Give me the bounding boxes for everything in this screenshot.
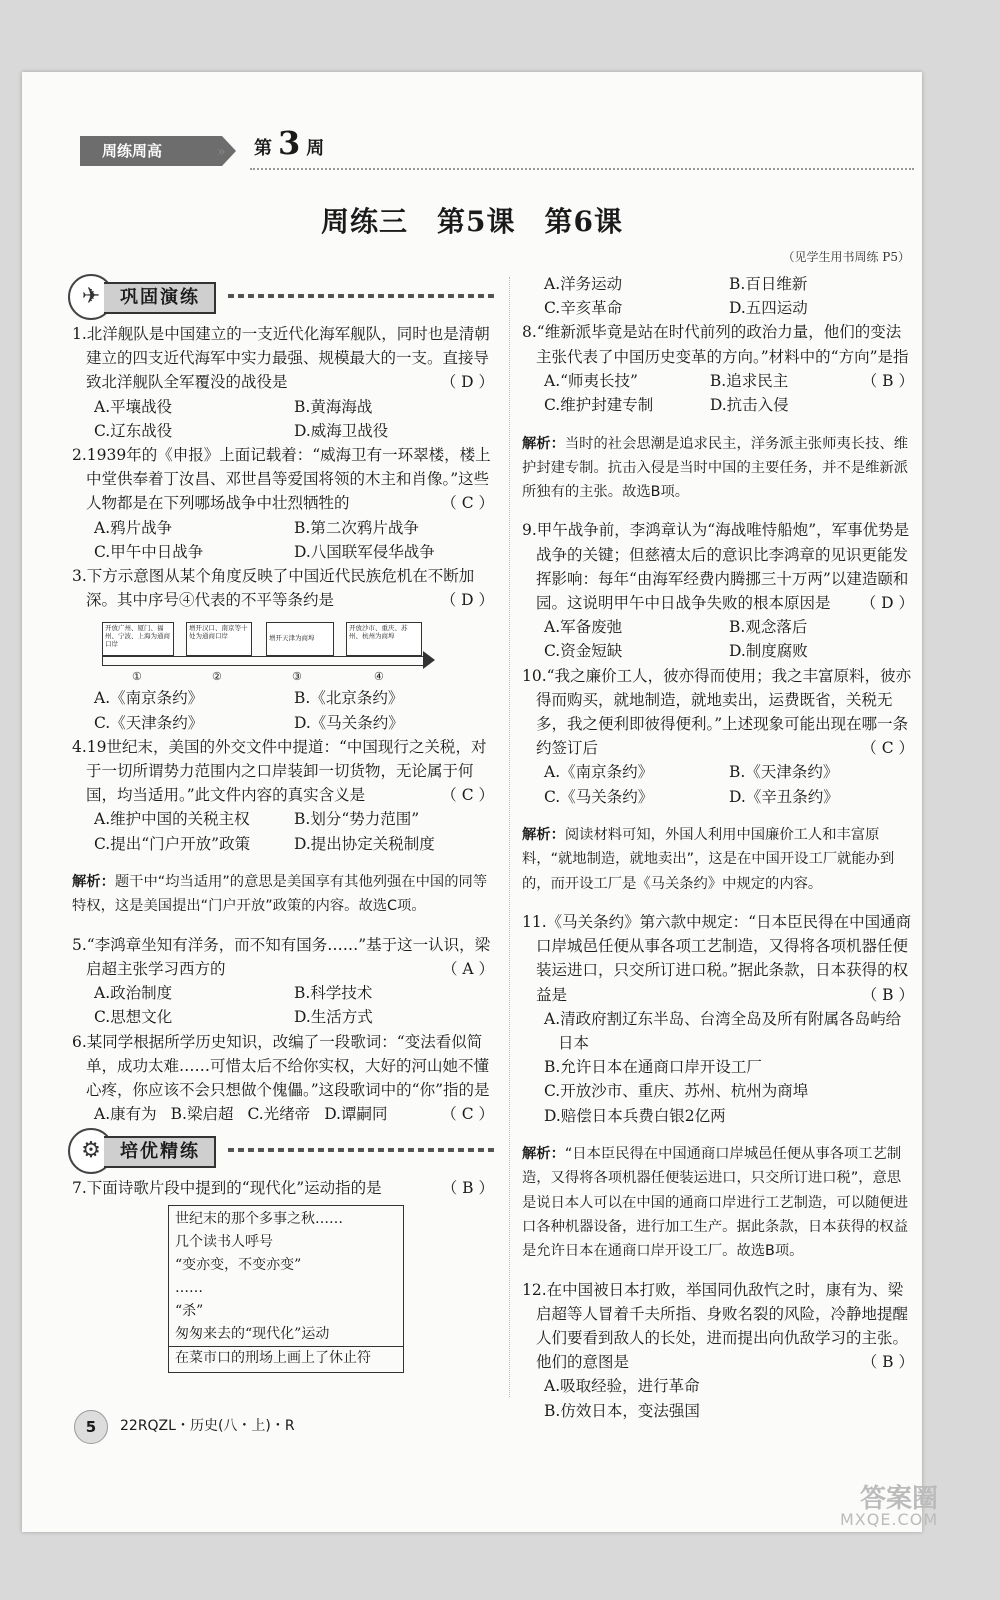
option: C.提出“门户开放”政策 (94, 834, 251, 853)
header-tab: 周练周高 (80, 136, 222, 166)
poem-box: 世纪末的那个多事之秋…… 几个读书人呼号 “变亦变，不变亦变” …… “杀” 匆匆来去的“现代化”运动 在菜市口的刑场上画上了休止符 (168, 1205, 404, 1373)
page-number: 5 (74, 1410, 108, 1444)
option: B.《北京条约》 (294, 689, 404, 708)
answer: （ D ） (440, 373, 494, 392)
explanation: 解析：题干中“均当适用”的意思是美国享有其他列强在中国的同等特权，这是美国提出“门户开放”政策的内容。故选C项。 (72, 874, 488, 915)
footer-code: 22RQZL・历史(八・上)・R (120, 1418, 295, 1434)
option: C.辽东战役 (94, 421, 173, 440)
answer: （ D ） (440, 591, 494, 610)
question-11: 11.《马关条约》第六款中规定：“日本臣民得在中国通商口岸城邑任便从事各项工艺制造，又得将各项机器任便装运进口，只交所订进口税。”据此条款，日本获得的权益是 （ B ） A.清政府割辽东半岛、台湾全岛及所有附属各岛屿给日本 B.允许日本在通商口岸开设工厂 C.开放沙市、重庆、苏州、杭州为商埠 D.赔偿日本兵费白银2亿两 解析：“日本臣民得在中国通商口岸城邑任便从事各项工艺制造，又得将各项机器任便装运进口，只交所订进口税”，意思是说日本人可以在中国的通商口岸进行工艺制造，可以随便进口各种机器设备，进行加工生产。据此条款，日本获得的权益是允许日本在通商口岸开设工厂。故选B项。 (522, 910, 914, 1263)
option: B.梁启超 (170, 1105, 234, 1124)
option: D.《辛丑条约》 (729, 787, 839, 806)
document-page (22, 72, 922, 1532)
option: A.《南京条约》 (544, 763, 654, 782)
answer: （ D ） (860, 594, 914, 613)
answer: （ C ） (441, 494, 494, 513)
option: D.《马关条约》 (294, 713, 404, 732)
option: A.平壤战役 (94, 397, 173, 416)
explanation: 解析：阅读材料可知，外国人利用中国廉价工人和丰富原料，“就地制造，就地卖出”，这是在中国开设工厂就能办到的，而开设工厂是《马关条约》中规定的内容。 (522, 827, 895, 892)
option: D.制度腐败 (729, 642, 808, 661)
answer: （ B ） (441, 1179, 494, 1198)
option: B.科学技术 (294, 984, 373, 1003)
option: D.生活方式 (294, 1008, 373, 1027)
option: A.《南京条约》 (94, 689, 204, 708)
week-label: 第 3 周 (254, 124, 325, 162)
option: D.提出协定关税制度 (294, 834, 435, 853)
option: C.辛亥革命 (544, 299, 623, 318)
option: B.观念落后 (729, 618, 808, 637)
answer: （ C ） (861, 739, 914, 758)
reference-note: （见学生用书周练 P5） (782, 250, 910, 264)
section-consolidate: ✈ 巩固演练 (68, 274, 494, 318)
option: D.五四运动 (729, 299, 808, 318)
answer: （ B ） (861, 985, 914, 1004)
right-column (522, 272, 914, 1423)
answer: （ B ） (861, 1353, 914, 1372)
left-column (72, 272, 494, 1377)
question-2: 2.1939年的《申报》上面记载着：“威海卫有一环翠楼，楼上中堂供奉着丁汝昌、邓世昌等爱国将领的木主和肖像。”这些人物都是在下列哪场战争中壮烈牺牲的 （ C ） A.鸦片战争 B.第二次鸦片战争 C.甲午中日战争 D.八国联军侵华战争 (72, 443, 494, 564)
option: B.划分“势力范围” (294, 810, 420, 829)
option: C.光绪帝 (247, 1105, 311, 1124)
question-1: 1.北洋舰队是中国建立的一支近代化海军舰队，同时也是清朝建立的四支近代海军中实力最强、规模最大的一支。直接导致北洋舰队全军覆没的战役是 （ D ） A.平壤战役 B.黄海海战 C.辽东战役 D.威海卫战役 (72, 322, 494, 443)
question-6: 6.某同学根据所学历史知识，改编了一段歌词：“变法看似简单，成功太难……可惜太后不给你实权，大好的河山她不懂心疼，你应该不会只想做个傀儡。”这段歌词中的“你”指的是 （ C ） A.康有为 B.梁启超 C.光绪帝 D.谭嗣同 (72, 1030, 494, 1127)
option: C.甲午中日战争 (94, 542, 204, 561)
option: C.维护封建专制 (544, 396, 654, 415)
column-divider (509, 277, 510, 1397)
answer: （ B ） (861, 371, 914, 390)
option: B.仿效日本，变法强国 (544, 1401, 700, 1420)
option: A.“师夷长技” (544, 371, 638, 390)
option: B.追求民主 (709, 371, 789, 390)
gear-icon: ⚙ (68, 1128, 114, 1174)
option: D.赔偿日本兵费白银2亿两 (544, 1106, 726, 1125)
question-9: 9.甲午战争前，李鸿章认为“海战唯恃船炮”，军事优势是战争的关键；但慈禧太后的意识比李鸿章的见识更能发挥影响：每年“由海军经费内腾挪三十万两”以建造颐和园。这说明甲午中日战争失败的根本原因是 （ D ） A.军备废弛 B.观念落后 C.资金短缺 D.制度腐败 (522, 518, 914, 663)
explanation: 解析：“日本臣民得在中国通商口岸城邑任便从事各项工艺制造，又得将各项机器任便装运进口，只交所订进口税”，意思是说日本人可以在中国的通商口岸进行工艺制造，可以随便进口各种机器设备，进行加工生产。据此条款，日本获得的权益是允许日本在通商口岸开设工厂。故选B项。 (522, 1146, 909, 1259)
question-3: 3.下方示意图从某个角度反映了中国近代民族危机在不断加深。其中序号④代表的不平等条约是 （ D ） 开放广州、厦门、福州、宁波、上海为通商口岸 增开汉口、南京等十处为通商口岸 增开天津为商埠 开放沙市、重庆、苏州、杭州为商埠 ① ② ③ ④ A.《南京条约》 B.《北京条约》 C.《天津条约》 D.《马关条约》 (72, 564, 494, 735)
answer: （ A ） (441, 960, 494, 979)
diagram-box: 增开天津为商埠 (266, 622, 334, 656)
option: A.军备废弛 (544, 618, 623, 637)
diagram-box: 增开汉口、南京等十处为通商口岸 (186, 622, 252, 656)
diagram-box: 开放广州、厦门、福州、宁波、上海为通商口岸 (102, 622, 174, 656)
option: C.《天津条约》 (94, 713, 204, 732)
option: C.思想文化 (94, 1008, 173, 1027)
header-chevron-icon: » (217, 144, 226, 160)
timeline-diagram: 开放广州、厦门、福州、宁波、上海为通商口岸 增开汉口、南京等十处为通商口岸 增开天津为商埠 开放沙市、重庆、苏州、杭州为商埠 ① ② ③ ④ (102, 618, 438, 682)
option: D.八国联军侵华战争 (294, 542, 435, 561)
question-7: 7.下面诗歌片段中提到的“现代化”运动指的是 （ B ） 世纪末的那个多事之秋…… 几个读书人呼号 “变亦变，不变亦变” …… “杀” 匆匆来去的“现代化”运动 在菜市口的刑场上画上了休止符 (72, 1176, 494, 1372)
answer: （ C ） (441, 1105, 494, 1124)
option: C.开放沙市、重庆、苏州、杭州为商埠 (544, 1082, 809, 1101)
answer: （ C ） (441, 786, 494, 805)
option: D.谭嗣同 (324, 1105, 388, 1124)
question-8: 8.“维新派毕竟是站在时代前列的政治力量，他们的变法主张代表了中国历史变革的方向。”材料中的“方向”是指 （ B ） A.“师夷长技” B.追求民主 C.维护封建专制 D.抗击入侵 解析：当时的社会思潮是追求民主，洋务派主张师夷长技、维护封建专制。抗击入侵是当时中国的主要任务，并不是维新派所独有的主张。故选B项。 (522, 320, 914, 504)
page-title: 周练三 第5课 第6课 (321, 205, 623, 238)
option: D.抗击入侵 (709, 396, 789, 415)
option: A.维护中国的关税主权 (94, 810, 250, 829)
watermark-logo: 答案圈 (860, 1484, 939, 1514)
option: A.清政府割辽东半岛、台湾全岛及所有附属各岛屿给日本 (544, 1009, 902, 1053)
rocket-icon: ✈ (68, 274, 114, 320)
option: A.鸦片战争 (94, 518, 173, 537)
question-12: 12.在中国被日本打败，举国同仇敌忾之时，康有为、梁启超等人冒着千夫所指、身败名裂的风险，冷静地提醒人们要看到敌人的长处，进而提出向仇敌学习的主张。他们的意图是 （ B ） A.吸取经验，进行革命 B.仿效日本，变法强国 (522, 1278, 914, 1423)
option: B.第二次鸦片战争 (294, 518, 419, 537)
question-4: 4.19世纪末，美国的外交文件中提道：“中国现行之关税，对于一切所谓势力范围内之口岸装卸一切货物，无论属于何国，均当适用。”此文件内容的真实含义是 （ C ） A.维护中国的关税主权 B.划分“势力范围” C.提出“门户开放”政策 D.提出协定关税制度 解析：题干中“均当适用”的意思是美国享有其他列强在中国的同等特权，这是美国提出“门户开放”政策的内容。故选C项。 (72, 735, 494, 919)
option: B.《天津条约》 (729, 763, 839, 782)
option: A.吸取经验，进行革命 (544, 1377, 700, 1396)
option: D.威海卫战役 (294, 421, 389, 440)
option: B.百日维新 (729, 275, 808, 293)
question-10: 10.“我之廉价工人，彼亦得而使用；我之丰富原料，彼亦得而购买，就地制造，就地卖出，运费既省，关税无多，我之便利即彼得便利。”上述现象可能出现在哪一条约签订后 （ C ） A.《南京条约》 B.《天津条约》 C.《马关条约》 D.《辛丑条约》 解析：阅读材料可知，外国人利用中国廉价工人和丰富原料，“就地制造，就地卖出”，这是在中国开设工厂就能办到的，而开设工厂是《马关条约》中规定的内容。 (522, 664, 914, 896)
section-advanced: ⚙ 培优精练 (68, 1128, 494, 1172)
question-5: 5.“李鸿章坐知有洋务，而不知有国务……”基于这一认识，梁启超主张学习西方的 （ A ） A.政治制度 B.科学技术 C.思想文化 D.生活方式 (72, 933, 494, 1030)
explanation: 解析：当时的社会思潮是追求民主，洋务派主张师夷长技、维护封建专制。抗击入侵是当时中国的主要任务，并不是维新派所独有的主张。故选B项。 (522, 435, 909, 500)
option: B.允许日本在通商口岸开设工厂 (544, 1058, 762, 1077)
option: C.《马关条约》 (544, 787, 654, 806)
option: A.洋务运动 (544, 275, 623, 293)
question-7-options (522, 272, 914, 320)
option: C.资金短缺 (544, 642, 623, 661)
header-divider (250, 168, 914, 170)
watermark-site: MXQE.COM (840, 1510, 939, 1529)
option: A.康有为 (94, 1105, 157, 1124)
option: A.政治制度 (94, 984, 173, 1003)
option: B.黄海海战 (294, 397, 373, 416)
diagram-box: 开放沙市、重庆、苏州、杭州为商埠 (346, 622, 422, 656)
